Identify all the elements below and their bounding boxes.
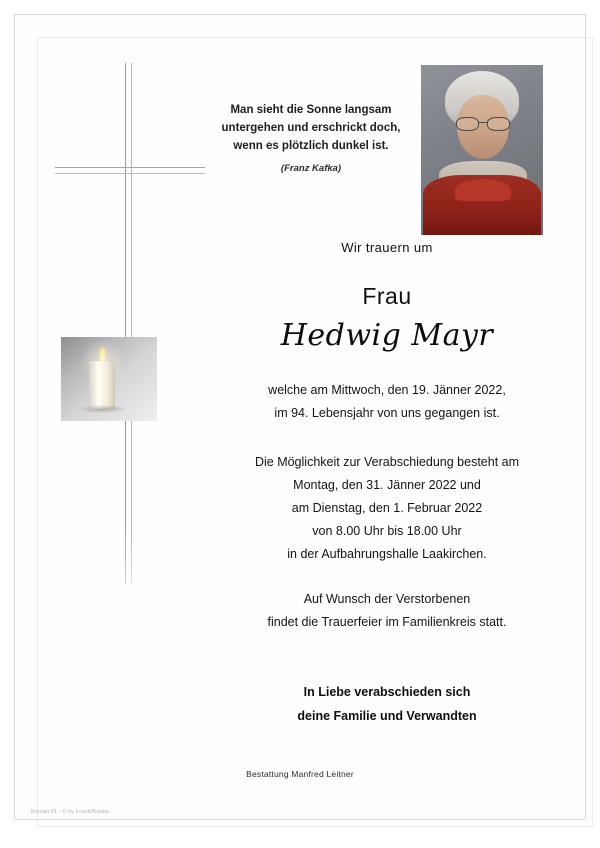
passing-line-2: im 94. Lebensjahr von uns gegangen ist. <box>274 406 500 420</box>
quote-block <box>211 101 411 178</box>
closing-block <box>211 680 563 728</box>
cross-horizontal-line-1 <box>55 167 205 168</box>
ceremony-line-2: findet die Trauerfeier im Familienkreis statt. <box>267 615 507 629</box>
passing-line-1: welche am Mittwoch, den 19. Jänner 2022, <box>268 383 506 397</box>
candle-body <box>89 361 115 409</box>
farewell-block <box>211 451 563 566</box>
cross-vertical-line-1 <box>125 63 126 583</box>
candle-photo <box>61 337 157 421</box>
farewell-line-2: Montag, den 31. Jänner 2022 und <box>293 478 481 492</box>
card-frame <box>14 14 586 820</box>
deceased-name: Hedwig Mayr <box>280 318 494 353</box>
farewell-line-3: am Dienstag, den 1. Februar 2022 <box>291 501 483 515</box>
passing-block <box>211 379 563 425</box>
print-credit: Roman 01 - © by Losch/Kupka <box>31 809 109 815</box>
ceremony-line-1: Auf Wunsch der Verstorbenen <box>303 592 471 606</box>
quote-author: (Franz Kafka) <box>280 163 342 174</box>
candle-flame-icon <box>99 347 106 362</box>
quote-line-3: wenn es plötzlich dunkel ist. <box>233 140 389 152</box>
quote-line-1: Man sieht die Sonne langsam <box>230 104 392 116</box>
farewell-line-5: in der Aufbahrungshalle Laakirchen. <box>287 547 487 561</box>
mourning-intro: Wir trauern um <box>341 240 433 255</box>
memorial-text-column <box>211 101 563 728</box>
closing-line-2: deine Familie und Verwandten <box>297 709 477 723</box>
ceremony-block <box>211 588 563 634</box>
candle-shadow <box>79 405 127 413</box>
cross-icon <box>55 63 205 583</box>
farewell-line-4: von 8.00 Uhr bis 18.00 Uhr <box>312 524 462 538</box>
cross-vertical-line-2 <box>131 63 132 583</box>
undertaker-name: Bestattung Manfred Leitner <box>246 769 354 779</box>
quote-line-2: untergehen und erschrickt doch, <box>221 122 401 134</box>
farewell-line-1: Die Möglichkeit zur Verabschiedung besteht am <box>254 455 520 469</box>
salutation: Frau <box>362 283 412 309</box>
closing-line-1: In Liebe verabschieden sich <box>303 685 471 699</box>
cross-horizontal-line-2 <box>55 173 205 174</box>
